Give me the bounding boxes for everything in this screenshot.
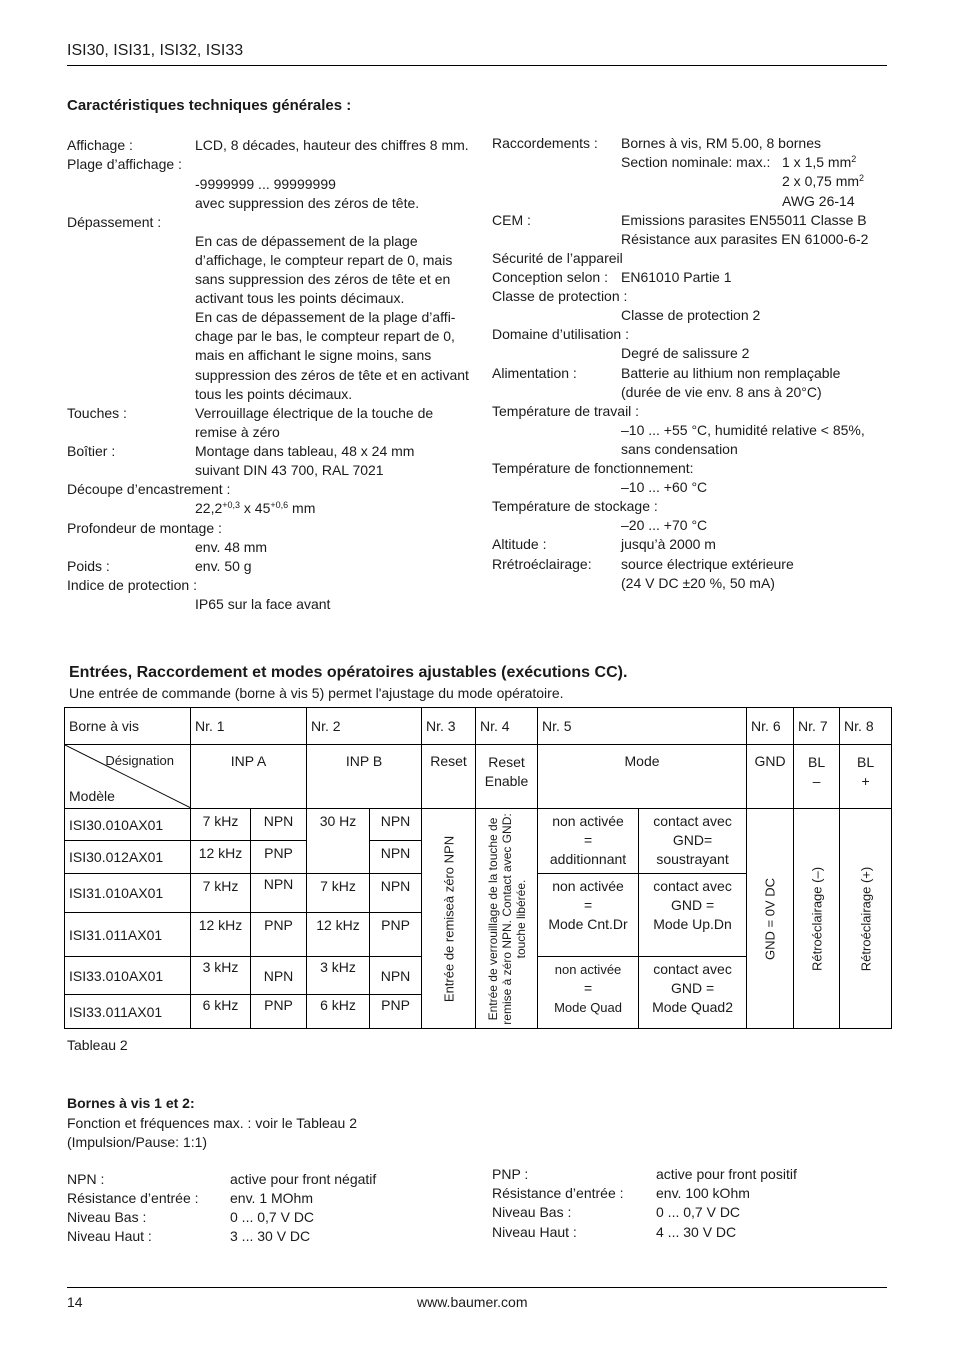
type-b-cell: NPN (370, 809, 422, 841)
spec-value: –20 ... +70 °C (621, 517, 708, 533)
type-b-cell: NPN (370, 957, 422, 995)
type-a-cell: NPN (251, 874, 307, 913)
bl-plus-label: BL + (840, 745, 892, 809)
spec-value: -9999999 ... 99999999 (195, 176, 336, 192)
model-cell: ISI33.011AX01 (65, 995, 191, 1029)
backlight-plus-vertical-text: Rétroéclairage (+) (858, 866, 874, 971)
spec-value: En cas de dépassement de la plage (195, 233, 418, 249)
spec-value: mais en affichant le signe moins, sans (195, 347, 432, 363)
model-label: Modèle (69, 788, 115, 804)
spec-label: CEM : (492, 212, 531, 228)
spec-value: env. 50 g (195, 558, 252, 574)
freq-b-cell: 12 kHz (307, 913, 370, 957)
npn-value: 3 ... 30 V DC (230, 1228, 311, 1244)
spec-label: Dépassement : (67, 214, 162, 230)
pnp-value: 4 ... 30 V DC (656, 1224, 737, 1240)
header-nr5: Nr. 5 (538, 708, 747, 745)
section-title-terminals: Bornes à vis 1 et 2: (67, 1095, 195, 1111)
spec-label: Température de stockage : (492, 498, 658, 514)
backlight-minus-vertical-text: Rétroéclairage (–) (809, 866, 825, 971)
mode-a-cell: non activée = Mode Cnt.Dr (538, 874, 639, 957)
spec-label: Rrétroéclairage: (492, 556, 592, 572)
type-a-cell: NPN (251, 957, 307, 995)
type-b-cell: PNP (370, 913, 422, 957)
spec-value: 1 x 1,5 $mm^2$ (782, 154, 857, 170)
spec-label: Découpe d’encastrement : (67, 481, 231, 497)
pnp-label: Niveau Bas : (492, 1204, 572, 1220)
freq-a-cell: 6 kHz (191, 995, 251, 1029)
inp-b-label: INP B (307, 745, 422, 809)
freq-a-cell: 7 kHz (191, 809, 251, 841)
freq-a-cell: 3 kHz (191, 957, 251, 995)
mode-b-cell: contact avec GND= soustrayant (639, 809, 747, 874)
spec-value: Résistance aux parasites EN 61000-6-2 (621, 231, 869, 247)
pnp-label: Résistance d’entrée : (492, 1185, 624, 1201)
header-nr6: Nr. 6 (747, 708, 794, 745)
spec-value: Montage dans tableau, 48 x 24 mm (195, 443, 415, 459)
spec-value: Emissions parasites EN55011 Classe B (621, 212, 867, 228)
spec-value: Batterie au lithium non remplaçable (621, 365, 841, 381)
spec-value: avec suppression des zéros de tête. (195, 195, 420, 211)
freq-b-cell: 6 kHz (307, 995, 370, 1029)
spec-label: Boîtier : (67, 443, 116, 459)
bl-minus-label: BL – (794, 745, 840, 809)
header-nr2: Nr. 2 (307, 708, 422, 745)
footer-rule (67, 1287, 887, 1288)
page-header-title: ISI30, ISI31, ISI32, ISI33 (67, 42, 244, 59)
type-a-cell: PNP (251, 913, 307, 957)
spec-value: Bornes à vis, RM 5.00, 8 bornes (621, 135, 821, 151)
type-b-cell: NPN (370, 841, 422, 874)
spec-value: –10 ... +60 °C (621, 479, 708, 495)
type-a-cell: PNP (251, 995, 307, 1029)
header-nr4: Nr. 4 (476, 708, 538, 745)
npn-label: Niveau Haut : (67, 1228, 152, 1244)
spec-label: Domaine d’utilisation : (492, 326, 629, 342)
model-cell: ISI30.012AX01 (65, 841, 191, 874)
spec-label: Poids : (67, 558, 110, 574)
spec-value: activant tous les points décimaux. (195, 290, 405, 306)
spec-label: Température de fonctionnement: (492, 460, 694, 476)
pnp-value: active pour front positif (656, 1166, 797, 1182)
freq-a-cell: 7 kHz (191, 874, 251, 913)
section-title-general: Caractéristiques techniques générales : (67, 97, 352, 114)
spec-label: Indice de protection : (67, 577, 197, 593)
section-title-inputs: Entrées, Raccordement et modes opératoires ajustables (exécutions CC). (69, 664, 628, 681)
spec-label: Sécurité de l’appareil (492, 250, 623, 266)
section-subtitle: Une entrée de commande (borne à vis 5) permet l'ajustage du mode opératoire. (69, 685, 564, 701)
mode-b-cell: contact avec GND = Mode Quad2 (639, 957, 747, 1029)
spec-value: Section nominale: max.: (621, 154, 771, 170)
freq-b-cell: 7 kHz (307, 874, 370, 913)
terminals-line-2: (Impulsion/Pause: 1:1) (67, 1134, 208, 1150)
spec-value: d’affichage, le compteur repart de 0, mais (195, 252, 453, 268)
header-nr7: Nr. 7 (794, 708, 840, 745)
spec-label: Altitude : (492, 536, 547, 552)
npn-label: Résistance d’entrée : (67, 1190, 199, 1206)
spec-label: Profondeur de montage : (67, 520, 222, 536)
spec-value: env. 48 mm (195, 539, 268, 555)
header-nr8: Nr. 8 (840, 708, 892, 745)
terminals-line-1: Fonction et fréquences max. : voir le Tableau 2 (67, 1115, 358, 1131)
spec-value: suivant DIN 43 700, RAL 7021 (195, 462, 384, 478)
mode-b-cell: contact avec GND = Mode Up.Dn (639, 874, 747, 957)
npn-label: Niveau Bas : (67, 1209, 147, 1225)
spec-value: –10 ... +55 °C, humidité relative < 85%, (621, 422, 865, 438)
npn-label: NPN : (67, 1171, 105, 1187)
spec-label: Raccordements : (492, 135, 598, 151)
spec-value: Classe de protection 2 (621, 307, 761, 323)
model-cell: ISI31.010AX01 (65, 874, 191, 913)
freq-b-cell: 3 kHz (307, 957, 370, 995)
reset-zero-vertical-text: Entrée de remiseà zéro NPN (441, 835, 457, 1002)
spec-value: (durée de vie env. 8 ans à 20°C) (621, 384, 822, 400)
npn-value: active pour front négatif (230, 1171, 377, 1187)
spec-value: sans condensation (621, 441, 738, 457)
gnd-vertical-text: GND = 0V DC (762, 877, 778, 960)
table-caption: Tableau 2 (67, 1037, 128, 1053)
reset-enable-label: Reset Enable (476, 745, 538, 809)
mode-label: Mode (538, 745, 747, 809)
pnp-value: 0 ... 0,7 V DC (656, 1204, 741, 1220)
mode-a-cell: non activée = additionnant (538, 809, 639, 874)
header-nr3: Nr. 3 (422, 708, 476, 745)
spec-value: Verrouillage électrique de la touche de (195, 405, 434, 421)
spec-value: remise à zéro (195, 424, 280, 440)
spec-value: chage par le bas, le compteur repart de 0, (195, 328, 455, 344)
spec-label: Température de travail : (492, 403, 640, 419)
type-b-cell: PNP (370, 995, 422, 1029)
spec-value: IP65 sur la face avant (195, 596, 331, 612)
spec-value: 2 x 0,75 $mm^2$ (782, 173, 865, 189)
spec-label: Affichage : (67, 137, 133, 153)
spec-value: jusqu’à 2000 m (621, 536, 716, 552)
type-a-cell: PNP (251, 841, 307, 874)
freq-a-cell: 12 kHz (191, 913, 251, 957)
freq-a-cell: 12 kHz (191, 841, 251, 874)
inp-a-label: INP A (191, 745, 307, 809)
spec-label: Conception selon : (492, 269, 608, 285)
gnd-label: GND (747, 745, 794, 809)
pnp-value: env. 100 kOhm (656, 1185, 750, 1201)
spec-value: source électrique extérieure (621, 556, 794, 572)
model-cell: ISI30.010AX01 (65, 809, 191, 841)
header-nr1: Nr. 1 (191, 708, 307, 745)
freq-b-cell: 30 Hz (307, 809, 370, 874)
pnp-label: PNP : (492, 1166, 529, 1182)
footer-url: www.baumer.com (417, 1294, 528, 1310)
type-b-cell: NPN (370, 874, 422, 913)
spec-value: Degré de salissure 2 (621, 345, 750, 361)
spec-label: Touches : (67, 405, 127, 421)
page-number: 14 (67, 1294, 83, 1310)
npn-value: 0 ... 0,7 V DC (230, 1209, 315, 1225)
spec-value: sans suppression des zéros de tête et en (195, 271, 451, 287)
pnp-label: Niveau Haut : (492, 1224, 577, 1240)
model-cell: ISI31.011AX01 (65, 913, 191, 957)
spec-value: AWG 26-14 (782, 193, 855, 209)
spec-value: LCD, 8 décades, hauteur des chiffres 8 mm. (195, 137, 469, 153)
spec-value-cutout: $22,2^{+0,3}$ x $45^{+0,6}$ mm (195, 500, 316, 516)
model-cell: ISI33.010AX01 (65, 957, 191, 995)
type-a-cell: NPN (251, 809, 307, 841)
spec-label: Classe de protection : (492, 288, 628, 304)
reset-label: Reset (422, 745, 476, 809)
mode-a-cell: non activée = Mode Quad (538, 957, 639, 1029)
header-borne: Borne à vis (65, 708, 191, 745)
lock-vertical-text: Entrée de verrouillage de la touche de remise à zéro NPN. Contact avec GND: touche libérée. (485, 812, 528, 1025)
spec-label: Plage d’affichage : (67, 156, 182, 172)
spec-value: suppression des zéros de tête et en activant (195, 367, 469, 383)
spec-label: Alimentation : (492, 365, 577, 381)
spec-value: EN61010 Partie 1 (621, 269, 732, 285)
spec-value: tous les points décimaux. (195, 386, 353, 402)
designation-label: Désignation (105, 753, 174, 768)
spec-value: En cas de dépassement de la plage d’affi- (195, 309, 456, 325)
spec-value: (24 V DC ±20 %, 50 mA) (621, 575, 775, 591)
npn-value: env. 1 MOhm (230, 1190, 313, 1206)
